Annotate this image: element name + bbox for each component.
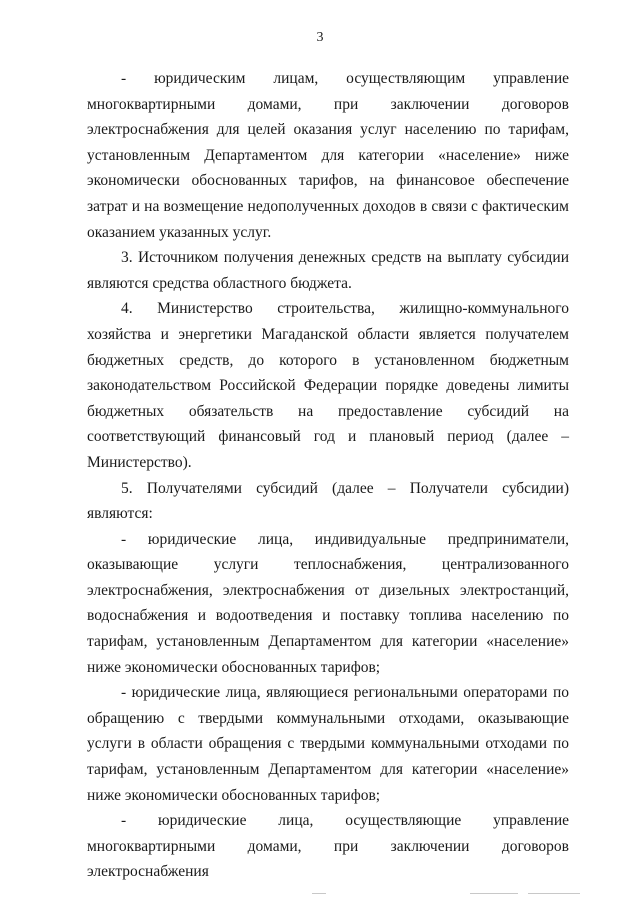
paragraph-recipients-waste: - юридические лица, являющиеся региональными операторами по обращению с твердыми коммунальными отходами, оказывающие услуги в области обращения с твердыми коммунальными отходами по тарифам, установленным Департаментом для категории «население» ниже экономически обоснованных тарифов; [87,684,569,804]
scan-mark [528,893,580,894]
page-number: 3 [316,30,324,45]
paragraph-recipients-utilities: - юридические лица, индивидуальные предприниматели, оказывающие услуги теплоснабжения, централизованного электроснабжения, электроснабжения от дизельных электростанций, водоснабжения и водоотведения и поставку топлива населению по тарифам, установленным Департаментом для категории «население» ниже экономически обоснованных тарифов; [87,530,569,676]
scan-mark [312,893,326,894]
scan-footer-marks [0,893,640,899]
paragraph-clause-3: 3. Источником получения денежных средств на выплату субсидии являются средства областного бюджета. [87,249,569,292]
document-body [87,66,569,885]
paragraph-legal-entities-mkd: - юридическим лицам, осуществляющим управление многоквартирными домами, при заключении договоров электроснабжения для целей оказания услуг населению по тарифам, установленным Департаментом для категории «население» ниже экономически обоснованных тарифов, на финансовое обеспечение затрат и на возмещение недополученных доходов в связи с фактическим оказанием указанных услуг. [87,70,569,241]
paragraph-recipients-mkd-continued: - юридические лица, осуществляющие управление многоквартирными домами, при заключении договоров электроснабжения [87,812,569,881]
paragraph-clause-4: 4. Министерство строительства, жилищно-коммунального хозяйства и энергетики Магаданской области является получателем бюджетных средств, до которого в установленном бюджетным законодательством Российской Федерации порядке доведены лимиты бюджетных обязательств на предоставление субсидий на соответствующий финансовый год и плановый период (далее – Министерство). [87,300,569,471]
paragraph-clause-5: 5. Получателями субсидий (далее – Получатели субсидии) являются: [87,479,569,523]
scan-mark [470,893,518,894]
